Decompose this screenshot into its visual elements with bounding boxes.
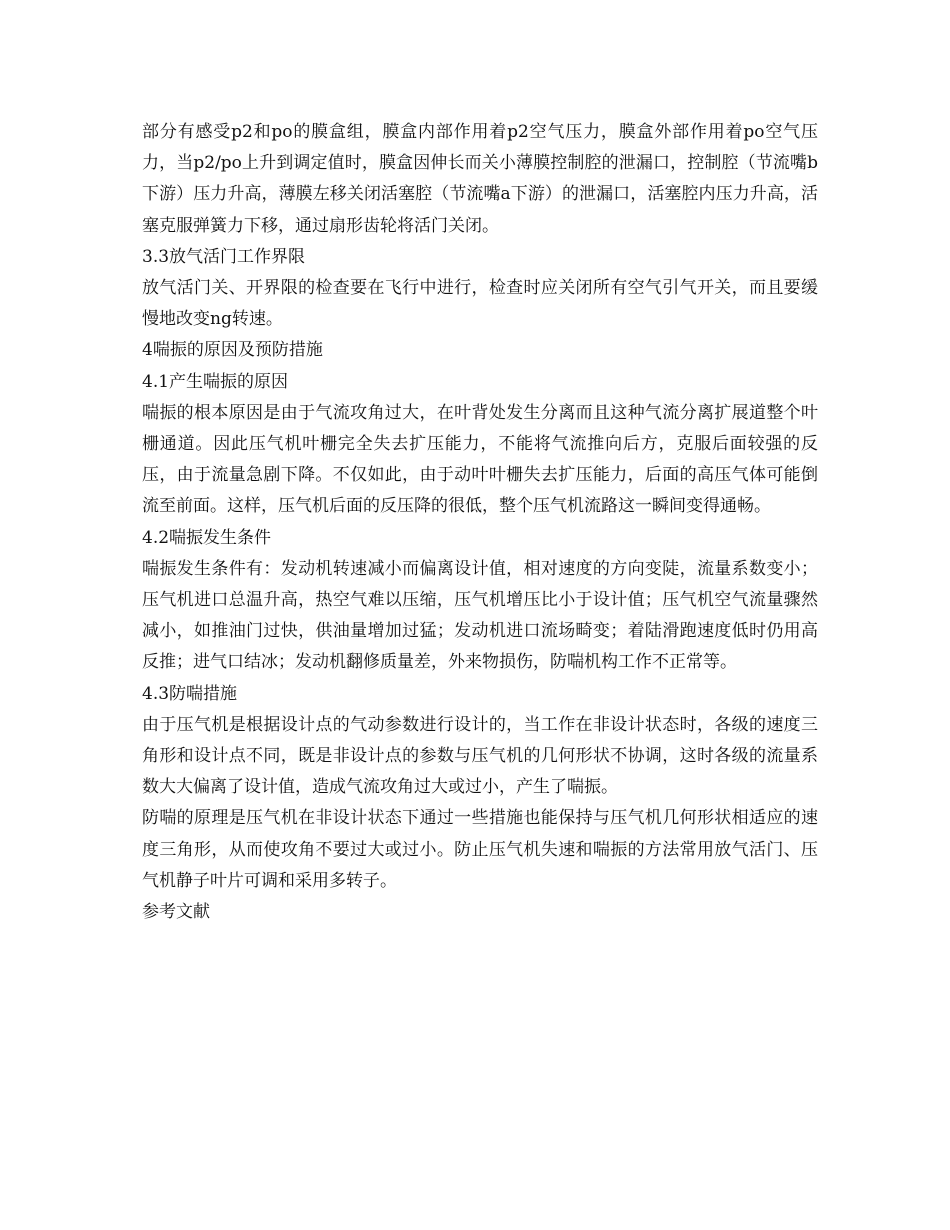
heading-4: 4喘振的原因及预防措施 xyxy=(142,340,323,361)
heading-4-1: 4.1产生喘振的原因 xyxy=(142,371,289,392)
paragraph-surge-causes: 喘振的根本原因是由于气流攻角过大，在叶背处发生分离而且这种气流分离扩展道整个叶栅通道。因此压气机叶栅完全失去扩压能力，不能将气流推向后方，克服后面较强的反压，由于流量急剧下降。不仅如此，由于动叶叶栅失去扩压能力，后面的高压气体可能倒流至前面。这样，压气机后面的反压降的很低，整个压气机流路这一瞬间变得通畅。 xyxy=(142,402,818,517)
paragraph-surge-conditions: 喘振发生条件有：发动机转速减小而偏离设计值，相对速度的方向变陡，流量系数变小；压气机进口总温升高，热空气难以压缩，压气机增压比小于设计值；压气机空气流量骤然减小，如推油门过快，供油量增加过猛；发动机进口流场畸变；着陆滑跑速度低时仍用高反推；进气口结冰；发动机翻修质量差，外来物损伤，防喘机构工作不正常等。 xyxy=(142,558,818,673)
heading-references: 参考文献 xyxy=(142,902,210,923)
heading-4-3: 4.3防喘措施 xyxy=(142,683,238,704)
paragraph-bleed-valve-limits: 放气活门关、开界限的检查要在飞行中进行，检查时应关闭所有空气引气开关，而且要缓慢地改变ng转速。 xyxy=(142,278,818,330)
document-page xyxy=(142,117,818,928)
paragraph-membrane-box: 部分有感受p2和po的膜盒组，膜盒内部作用着p2空气压力，膜盒外部作用着po空气压力，当p2/po上升到调定值时，膜盒因伸长而关小薄膜控制腔的泄漏口，控制腔（节流嘴b下游）压力升高，薄膜左移关闭活塞腔（节流嘴a下游）的泄漏口，活塞腔内压力升高，活塞克服弹簧力下移，通过扇形齿轮将活门关闭。 xyxy=(142,122,818,236)
paragraph-anti-surge-2: 防喘的原理是压气机在非设计状态下通过一些措施也能保持与压气机几何形状相适应的速度三角形，从而使攻角不要过大或过小。防止压气机失速和喘振的方法常用放气活门、压气机静子叶片可调和采用多转子。 xyxy=(142,808,818,891)
heading-3-3: 3.3放气活门工作界限 xyxy=(142,246,306,267)
heading-4-2: 4.2喘振发生条件 xyxy=(142,527,272,548)
paragraph-anti-surge-1: 由于压气机是根据设计点的气动参数进行设计的，当工作在非设计状态时，各级的速度三角形和设计点不同，既是非设计点的参数与压气机的几何形状不协调，这时各级的流量系数大大偏离了设计值，造成气流攻角过大或过小，产生了喘振。 xyxy=(142,714,818,798)
